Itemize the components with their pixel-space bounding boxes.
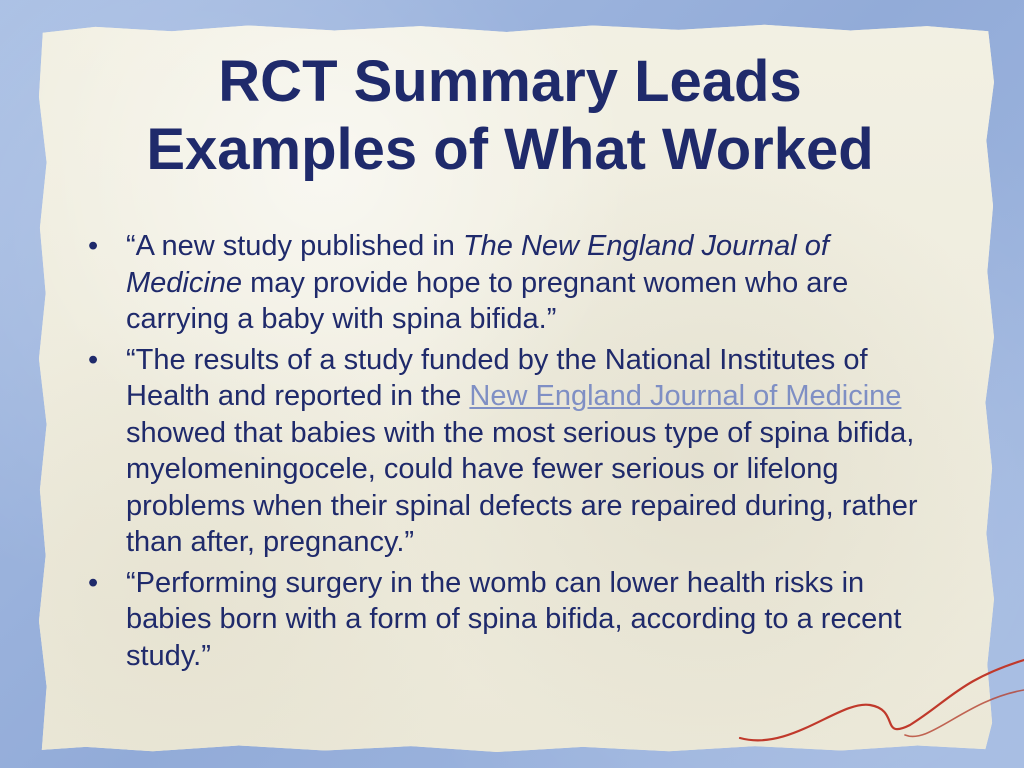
bullet-1-text-end: may provide hope to pregnant women who are carrying a baby with spina bifida.” (126, 266, 849, 335)
bullet-item-2 (88, 342, 948, 561)
bullet-icon: • (88, 566, 99, 599)
journal-link[interactable]: New England Journal of Medicine (469, 380, 902, 412)
bullet-icon: • (88, 343, 99, 376)
bullet-item-3 (88, 565, 948, 675)
bullet-item-1 (88, 228, 948, 338)
slide-title (60, 48, 960, 184)
bullet-3-text: “Performing surgery in the womb can lower health risks in babies born with a form of spina bifida, according to a recent study.” (126, 566, 902, 672)
bullet-2-text-start: “The results of a study funded by the National Institutes of Health and reported in the (126, 343, 868, 412)
title-line-2: Examples of What Worked (146, 117, 874, 182)
bullet-list (88, 228, 948, 678)
bullet-icon: • (88, 230, 99, 262)
bullet-2-text-end: showed that babies with the most serious type of spina bifida, myelomeningocele, could have fewer serious or lifelong problems when their spinal defects are repaired during, rather than after, pregnancy.” (126, 416, 918, 558)
bullet-1-text-start: “A new study published in (126, 230, 463, 262)
journal-title-italic: The New England Journal of Medicine (126, 230, 829, 299)
title-line-1: RCT Summary Leads (218, 49, 802, 114)
